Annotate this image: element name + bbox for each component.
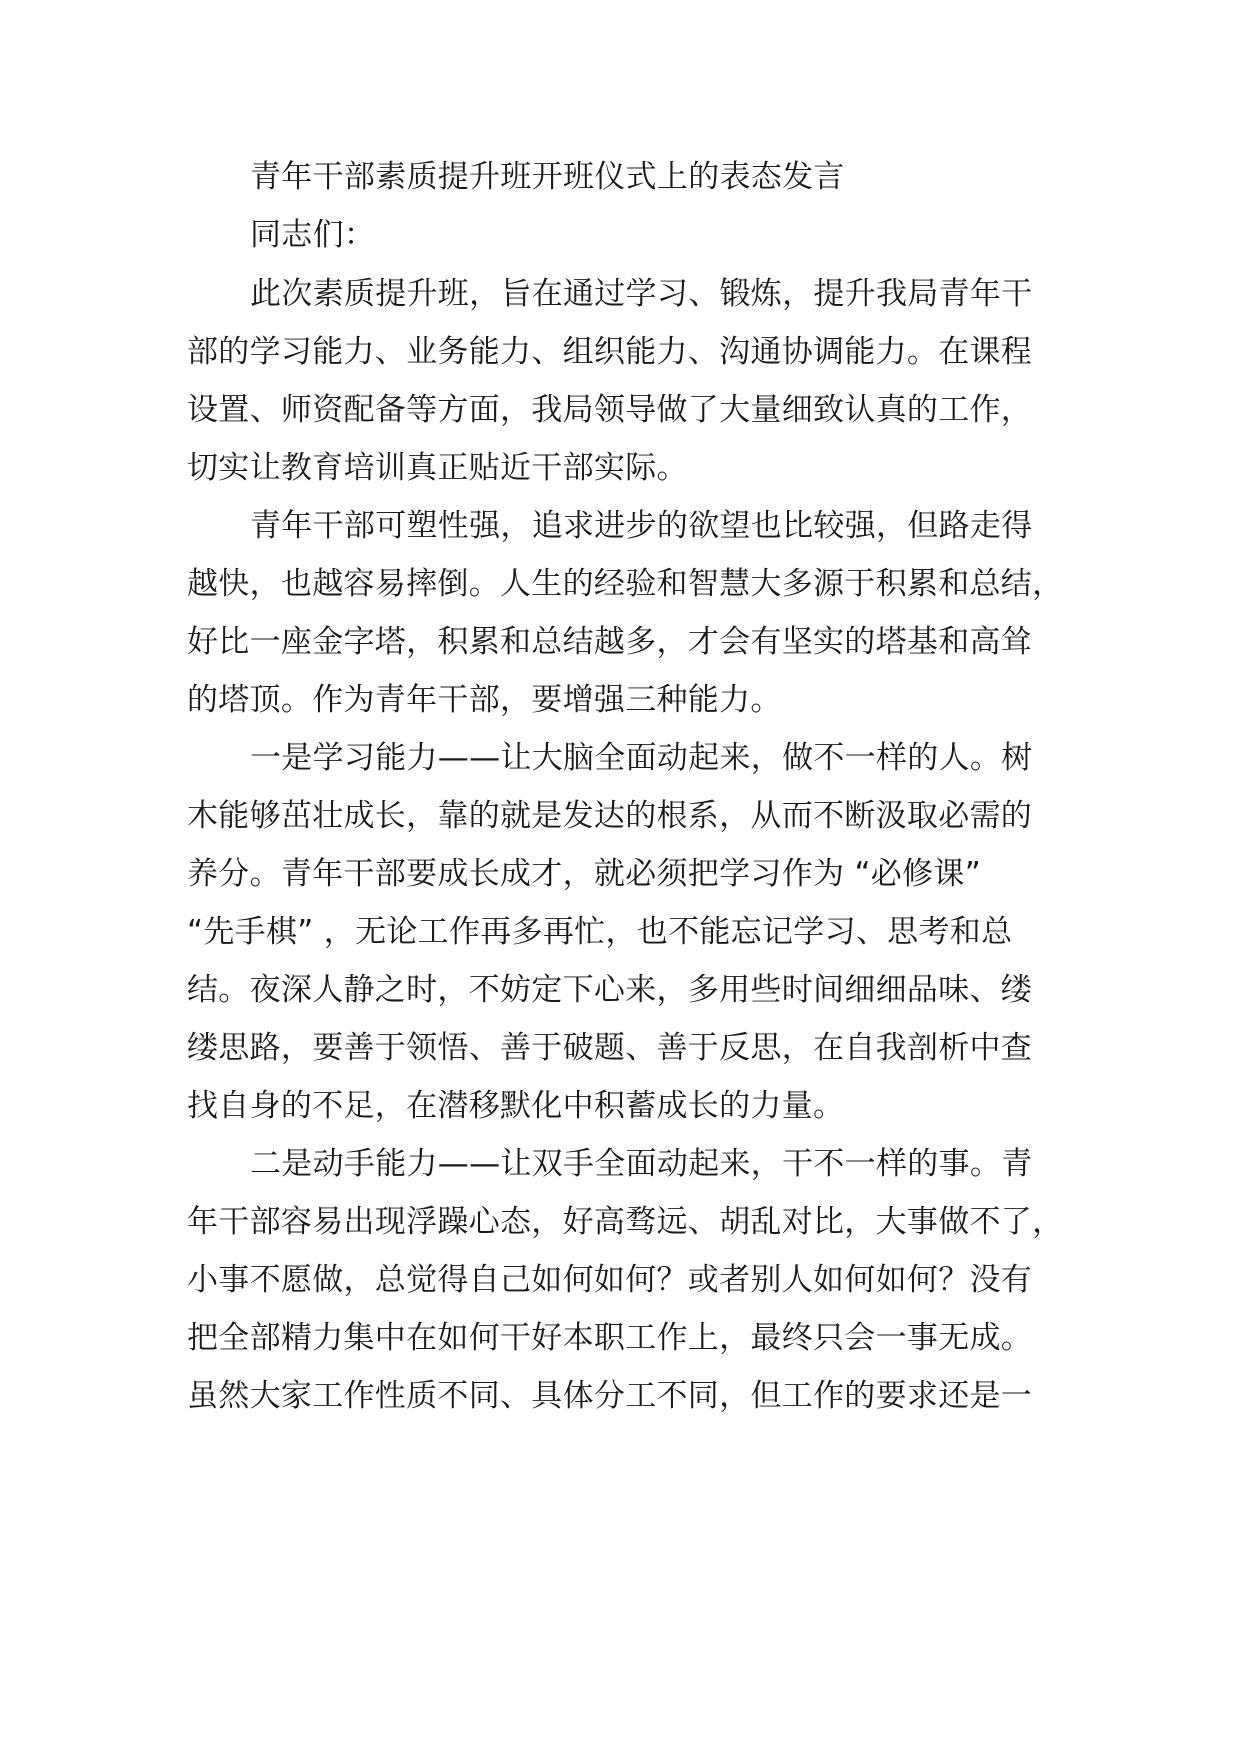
paragraph-line: 此次素质提升班，旨在通过学习、锻炼，提升我局青年干 [250,276,1033,312]
paragraph-line: 养分。青年干部要成长成才，就必须把学习作为 “必修课” [187,856,982,892]
paragraph-line: 的塔顶。作为青年干部，要增强三种能力。 [187,682,782,718]
paragraph-line: 越快，也越容易摔倒。人生的经验和智慧大多源于积累和总结， [187,566,1064,602]
paragraph-line: 部的学习能力、业务能力、组织能力、沟通协调能力。在课程 [187,334,1033,370]
document-title: 青年干部素质提升班开班仪式上的表态发言 [250,159,845,195]
paragraph-line: 木能够茁壮成长，靠的就是发达的根系，从而不断汲取必需的 [187,798,1033,834]
paragraph-line: “先手棋” ，无论工作再多再忙，也不能忘记学习、思考和总 [187,914,1013,950]
paragraph-line: 切实让教育培训真正贴近干部实际。 [187,450,688,486]
salutation: 同志们： [250,217,376,253]
paragraph-line: 把全部精力集中在如何干好本职工作上，最终只会一事无成。 [187,1320,1033,1356]
paragraph-line: 找自身的不足，在潜移默化中积蓄成长的力量。 [187,1088,845,1124]
paragraph-line: 虽然大家工作性质不同、具体分工不同，但工作的要求还是一 [187,1378,1033,1414]
paragraph-line: 结。夜深人静之时，不妨定下心来，多用些时间细细品味、缕 [187,972,1033,1008]
paragraph-line: 设置、师资配备等方面，我局领导做了大量细致认真的工作， [187,392,1033,428]
paragraph-line: 缕思路，要善于领悟、善于破题、善于反思，在自我剖析中查 [187,1030,1033,1066]
paragraph-line: 好比一座金字塔，积累和总结越多，才会有坚实的塔基和高耸 [187,624,1033,660]
paragraph-line: 一是学习能力——让大脑全面动起来，做不一样的人。树 [250,740,1033,776]
paragraph-line: 小事不愿做，总觉得自己如何如何？或者别人如何如何？没有 [187,1262,1033,1298]
paragraph-line: 年干部容易出现浮躁心态，好高骛远、胡乱对比，大事做不了， [187,1204,1064,1240]
paragraph-line: 青年干部可塑性强，追求进步的欲望也比较强，但路走得 [250,508,1033,544]
paragraph-line: 二是动手能力——让双手全面动起来，干不一样的事。青 [250,1146,1033,1182]
